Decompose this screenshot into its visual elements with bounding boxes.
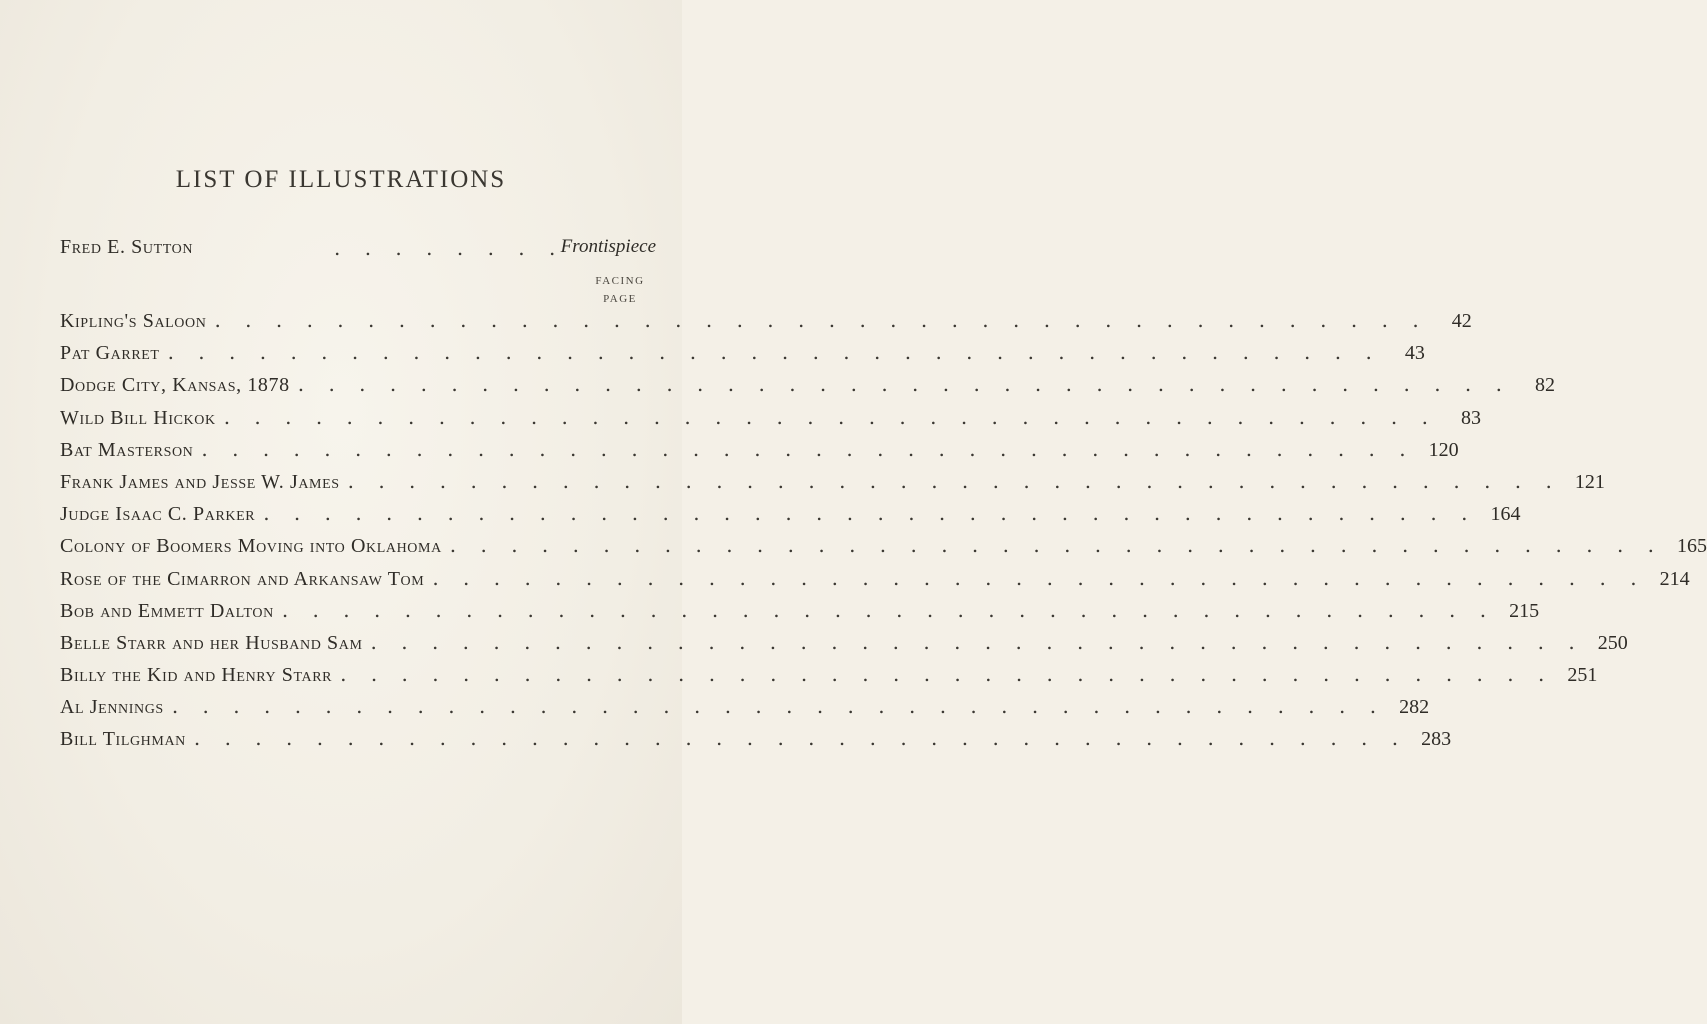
facing-page-header <box>580 272 660 308</box>
facing-label: FACING <box>595 275 645 287</box>
list-item <box>60 436 1459 469</box>
page-number: 43 <box>1404 342 1425 365</box>
page-number: 83 <box>1460 406 1481 429</box>
list-item <box>60 308 1472 340</box>
page-number: 164 <box>1490 503 1521 526</box>
page-number: 120 <box>1428 438 1459 461</box>
illustration-title: Rose of the Cimarron and Arkansaw Tom <box>60 567 425 590</box>
dot-leader: . . . . . . . . . . . . . . . . . . . . . . . . . . . . . . . . . . . . . . . . <box>340 662 1554 687</box>
illustration-title: Frank James and Jesse W. James <box>60 470 340 493</box>
dot-leader: . . . . . . . . . . . . . . . . . . . . . . . . . . . . . . . . . . . . . . . . <box>171 694 1386 719</box>
list-item <box>60 565 1690 598</box>
dot-leader: . . . . . . . . . . . . . . . . . . . . . . . . . . . . . . . . . . . . . . . . <box>214 308 1428 332</box>
list-item <box>60 533 1707 565</box>
frontispiece-entry <box>60 236 656 264</box>
frontispiece-title: Fred E. Sutton <box>60 236 194 258</box>
illustration-title: Pat Garret <box>60 342 160 365</box>
illustration-title: Judge Isaac C. Parker <box>60 503 256 526</box>
page-number: 282 <box>1399 696 1430 719</box>
list-item <box>60 468 1605 501</box>
page-number: 121 <box>1574 470 1605 493</box>
illustration-title: Al Jennings <box>60 696 164 719</box>
page-number: 215 <box>1509 599 1540 622</box>
list-item <box>60 726 1452 758</box>
frontispiece-label: Frontispiece <box>560 236 656 257</box>
list-item <box>60 340 1425 372</box>
page-number: 251 <box>1567 664 1598 687</box>
illustration-list <box>60 308 1707 759</box>
dot-leader: . . . . . . . . . . . . . . . . . . . . . . . . . . . . . . . . . . . . . . . . <box>201 436 1415 461</box>
illustration-title: Dodge City, Kansas, 1878 <box>60 374 290 397</box>
page-number: 214 <box>1659 567 1690 590</box>
dot-leader: . . . . . . . . . . . . . . . . . . . . . . . . . . . . . . . . . . . . . . . . <box>432 565 1646 590</box>
list-item <box>60 694 1430 726</box>
list-item <box>60 662 1598 694</box>
list-item <box>60 629 1628 662</box>
dot-leader: . . . . . . . . . . . . . . . . . . . . . . . . . . . . . . . . . . . . . . . . <box>193 726 1408 751</box>
dot-leader: . . . . . . . . . . . . . . . . . . . . . . . . . . . . . . . . . . . . . . . . <box>167 340 1381 365</box>
page-number: 42 <box>1451 310 1472 332</box>
illustration-title: Belle Starr and her Husband Sam <box>60 631 363 654</box>
list-item <box>60 501 1521 533</box>
list-item <box>60 404 1481 437</box>
dot-leader: . . . . . . . . . . . . . . . . . . . . . . . . . . . . . . . . . . . . . . . . <box>263 501 1477 526</box>
dot-leader: . . . . . . . . . . . . . . . . . . . . . . . . . . . . . . . . . . . . . . . . <box>449 533 1664 558</box>
illustration-title: Wild Bill Hickok <box>60 406 216 429</box>
page-number: 250 <box>1597 631 1628 654</box>
dot-leader: . . . . . . . . . . . . . . . . . . . . . . . . . . . . . . . . . . . . . . . . <box>297 372 1511 397</box>
page-number: 82 <box>1535 374 1555 397</box>
dot-leader: . . . . . . . . . . . . . . . . . . . . . . . . . . . . . . . . . . . . . . . . <box>223 404 1437 429</box>
page-number: 283 <box>1421 728 1452 751</box>
page-heading: LIST OF ILLUSTRATIONS <box>175 166 507 193</box>
page-label: PAGE <box>603 293 637 305</box>
illustration-title: Bill Tilghman <box>60 728 186 751</box>
illustration-title: Bob and Emmett Dalton <box>60 599 274 622</box>
illustration-title: Billy the Kid and Henry Starr <box>60 664 333 687</box>
dot-leader: . . . . . . . . . . . . . . . . . . . . . . . . . . . . . . . . . . . . . . . . <box>370 629 1584 654</box>
dot-leader: . . . . . . . . . . . . . . . . . . . . . . . . . . . . . . . . . . . . . . . . <box>347 468 1561 493</box>
list-item <box>60 372 1555 404</box>
illustration-title: Bat Masterson <box>60 438 194 461</box>
illustration-title: Colony of Boomers Moving into Oklahoma <box>60 535 442 558</box>
page-number: 165 <box>1677 535 1707 558</box>
illustration-title: Kipling's Saloon <box>60 310 207 332</box>
dot-leader: . . . . . . . . . . . . . . . . . . . . . . . . . . . . . . . . . . . . . . . . <box>281 597 1496 622</box>
frontispiece-leader: . . . . . . . . <box>334 236 565 260</box>
list-item <box>60 597 1540 630</box>
